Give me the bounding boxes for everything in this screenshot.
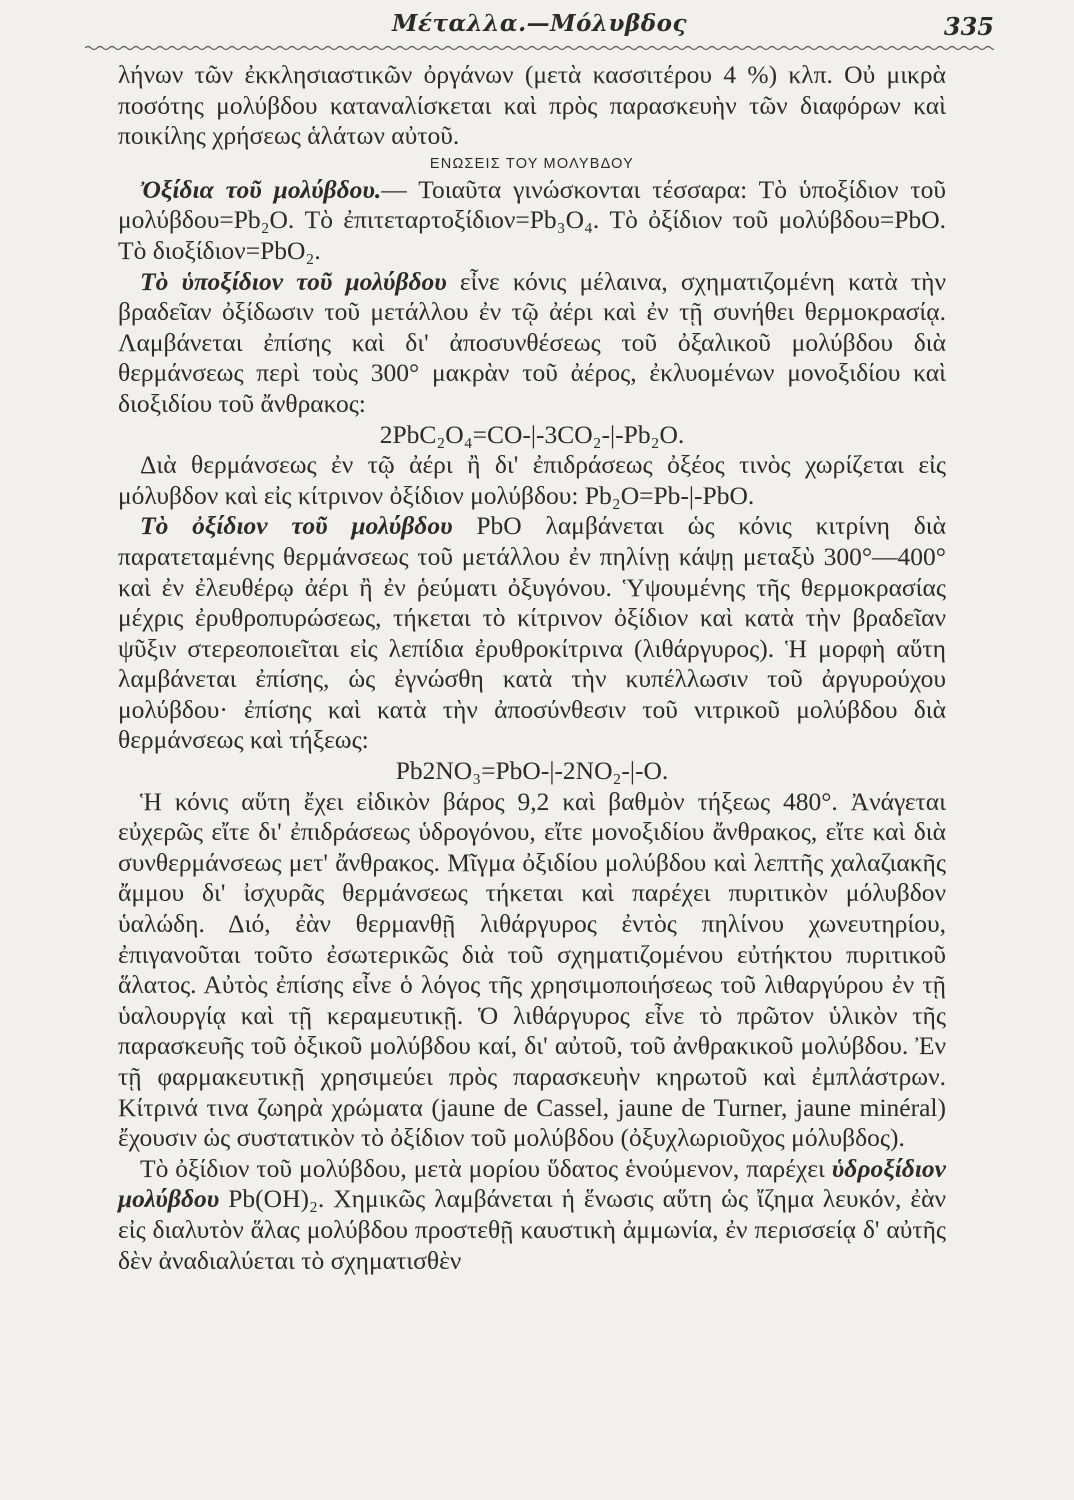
paragraph-oxide xyxy=(118,511,946,756)
formula-nitrate: Pb2NO₃=PbO-|-2NO₂-|-O. xyxy=(395,756,669,786)
paragraph-hydroxide-text-a: Τὸ ὀξίδιον τοῦ μολύβδου, μετὰ μορίου ὕδατος ἑνούμενον, παρέχει xyxy=(140,1153,825,1183)
paragraph-suboxide xyxy=(118,267,946,420)
paragraph-suboxide-text: εἶνε κόνις μέλαινα, σχηματιζομένη κατὰ τὴν βραδεῖαν ὀξίδωσιν τοῦ μετάλλου ἐν τῷ ἀέρι καὶ ἐν τῇ συνήθει θερμοκρασίᾳ. Λαμβάνεται ἐπίσης καὶ δι' ἀποσυνθέσεως τοῦ ὀξαλικοῦ μολύβδου διὰ θερμάνσεως περὶ τοὺς 300° μακρὰν τοῦ ἀέρος, ἐκλυομένων μονοξιδίου καὶ διοξιδίου τοῦ ἄνθρακος: xyxy=(118,266,946,418)
paragraph-oxides xyxy=(118,175,946,267)
page-number: 335 xyxy=(943,12,994,41)
running-title: Μέταλλα.—Μόλυβδος xyxy=(392,10,687,37)
section-heading: ΕΝΩΣΕΙΣ ΤΟΥ ΜΟΛΥΒΔΟΥ xyxy=(429,155,635,172)
paragraph-oxide-text: PbO λαμβάνεται ὡς κόνις κιτρίνη διὰ παρατεταμένης θερμάνσεως τοῦ μετάλλου ἐν πηλίνῃ κάψῃ μεταξὺ 300°—400° καὶ ἐν ἐλευθέρῳ ἀέρι ἢ ἐν ῥεύματι ὀξυγόνου. Ὑψουμένης τῆς θερμοκρασίας μέχρις ἐρυθροπυρώσεως, τήκεται τὸ κίτρινον ὀξίδιον καὶ κατὰ τὴν βραδεῖαν ψῦξιν στερεοποιεῖται εἰς λεπίδια ἐρυθροκίτρινα (λιθάργυρος). Ἡ μορφὴ αὕτη λαμβάνεται ἐπίσης, ὡς ἐγνώσθη κατὰ τὴν κυπέλλωσιν τοῦ ἀργυρούχου μολύβδου· ἐπίσης καὶ κατὰ τὴν ἀποσύνθεσιν τοῦ νιτρικοῦ μολύβδου διὰ θερμάνσεως καὶ τήξεως: xyxy=(118,511,946,755)
paragraph-oxides-text: — Τοιαῦτα γινώσκονται τέσσαρα: Τὸ ὑποξίδιον τοῦ μολύβδου=Pb₂O. Τὸ ἐπιτεταρτοξίδιον=Pb₃O₄. Τὸ ὀξίδιον τοῦ μολύβδου=PbO. Τὸ διοξίδιον=PbO₂. xyxy=(118,174,946,265)
formula-oxalate: 2PbC₂O₄=CO-|-3CO₂-|-Pb₂O. xyxy=(379,419,685,449)
paragraph-continuation: λήνων τῶν ἐκκλησιαστικῶν ὀργάνων (μετὰ κασσιτέρου 4 %) κλπ. Οὐ μικρὰ ποσότης μολύβδου καταναλίσκεται καὶ πρὸς παρασκευὴν τῶν διαφόρων καὶ ποικίλης χρήσεως ἁλάτων αὐτοῦ. xyxy=(118,60,946,151)
page-header xyxy=(85,10,994,50)
paragraph-properties: Ἡ κόνις αὕτη ἔχει εἰδικὸν βάρος 9,2 καὶ βαθμὸν τήξεως 480°. Ἀνάγεται εὐχερῶς εἴτε δι' ἐπιδράσεως ὑδρογόνου, εἴτε μονοξιδίου ἄνθρακος, εἴτε καὶ διὰ συνθερμάνσεως μετ' ἄνθρακος. Μῖγμα ὀξιδίου μολύβδου καὶ λεπτῆς χαλαζιακῆς ἄμμου δι' ἰσχυρᾶς θερμάνσεως τήκεται καὶ παρέχει πυριτικὸν μόλυβδον ὑαλώδη. Διό, ἐὰν θερμανθῇ λιθάργυρος ἐντὸς πηλίνου χωνευτηρίου, ἐπιγανοῦται τοῦτο ἐσωτερικῶς διὰ τοῦ σχηματιζομένου εὐτήκτου πυριτικοῦ ἅλατος. Αὐτὸς ἐπίσης εἶνε ὁ λόγος τῆς χρησιμοποιήσεως τοῦ λιθαργύρου ἐν τῇ ὑαλουργίᾳ καὶ τῇ κεραμευτικῇ. Ὁ λιθάργυρος εἶνε τὸ πρῶτον ὑλικὸν τῆς παρασκευῆς τοῦ ὀξικοῦ μολύβδου καί, δι' αὐτοῦ, τοῦ ἀνθρακικοῦ μολύβδου. Ἐν τῇ φαρμακευτικῇ χρησιμεύει πρὸς παρασκευὴν κηρωτοῦ καὶ ἐμπλάστρων. Κίτρινά τινα ζωηρὰ χρώματα (jaune de Cassel, jaune de Turner, jaune minéral) ἔχουσιν ὡς συστατικὸν τὸ ὀξίδιον τοῦ μολύβδου (ὀξυχλωριοῦχος μόλυβδος). xyxy=(118,786,946,1153)
paragraph-decomposition: Διὰ θερμάνσεως ἐν τῷ ἀέρι ἢ δι' ἐπιδράσεως ὀξέος τινὸς χωρίζεται εἰς μόλυβδον καὶ εἰς κίτρινον ὀξίδιον μολύβδου: Pb₂O=Pb-|-PbO. xyxy=(118,450,946,510)
page-body xyxy=(118,60,946,1276)
header-wavy-rule xyxy=(85,43,994,53)
term-oxides: Ὀξίδια τοῦ μολύβδου. xyxy=(140,174,382,204)
term-hydroxide: ὑδροξίδιον μολύβδου xyxy=(118,1153,946,1214)
paragraph-hydroxide xyxy=(118,1154,946,1276)
term-oxide: Τὸ ὀξίδιον τοῦ μολύβδου xyxy=(140,511,453,541)
term-suboxide: Τὸ ὑποξίδιον τοῦ μολύβδου xyxy=(140,266,447,296)
paragraph-hydroxide-text-b: Pb(OH)₂. Χημικῶς λαμβάνεται ἡ ἕνωσις αὕτη ὡς ἴζημα λευκόν, ἐὰν εἰς διαλυτὸν ἅλας μολύβδου προστεθῇ καυστικὴ ἀμμωνία, ἐν περισσείᾳ δ' αὐτῆς δὲν ἀναδιαλύεται τὸ σχηματισθὲν xyxy=(118,1184,946,1275)
